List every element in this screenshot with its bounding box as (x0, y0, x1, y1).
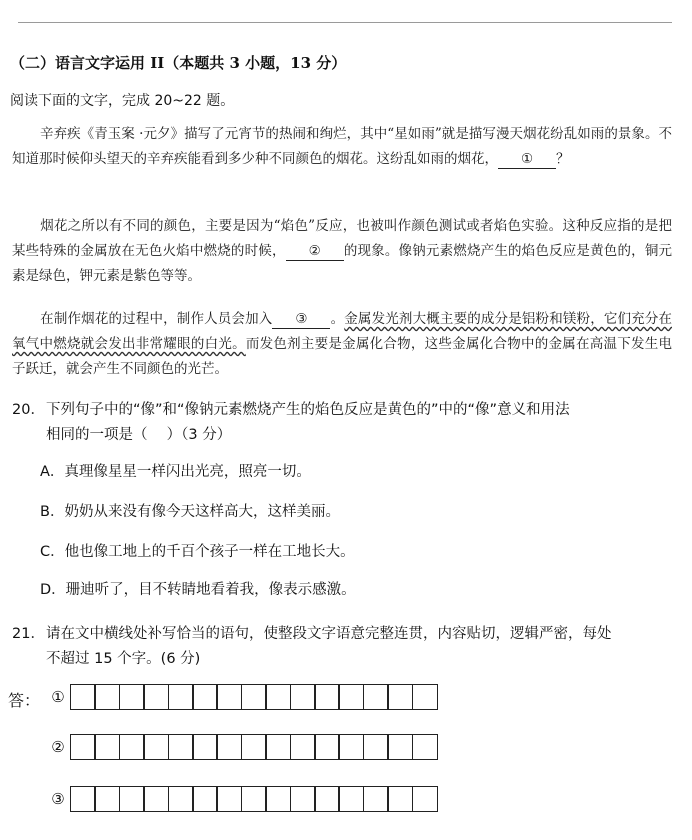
answer-box[interactable] (290, 684, 316, 710)
answer-box[interactable] (387, 786, 413, 812)
answer-box[interactable] (216, 786, 242, 812)
p3-wavy-sentence: 金属发光剂大概主要的成分是铝粉和镁粉，它们充分在氧气中燃烧就会发出非常耀眼的白光。 (12, 311, 673, 352)
answer-box[interactable] (143, 786, 169, 812)
answer-box[interactable] (94, 734, 120, 760)
answer-box[interactable] (363, 684, 389, 710)
answer-box[interactable] (241, 786, 267, 812)
answer-label: 答： (8, 691, 41, 710)
answer-box[interactable] (216, 684, 242, 710)
answer-box[interactable] (94, 786, 120, 812)
answer-box[interactable] (119, 734, 145, 760)
option-b[interactable]: B．奶奶从来没有像今天这样高大，这样美丽。 (40, 504, 340, 520)
question-20-number: 20． (12, 402, 45, 418)
answer-grid-1[interactable] (70, 684, 436, 710)
answer-box[interactable] (412, 734, 438, 760)
answer-box[interactable] (265, 734, 291, 760)
p1-end: ？ (556, 151, 570, 167)
answer-row-1 (48, 683, 436, 711)
passage-paragraph-2 (12, 214, 672, 289)
section-title: （二）语言文字运用 II（本题共 3 小题，13 分） (10, 54, 347, 72)
answer-row-2-number: ② (51, 738, 65, 756)
answer-grid-3[interactable] (70, 786, 436, 812)
option-a[interactable]: A．真理像星星一样闪出光亮，照亮一切。 (40, 464, 311, 480)
answer-box[interactable] (192, 684, 218, 710)
answer-box[interactable] (265, 786, 291, 812)
answer-box[interactable] (338, 786, 364, 812)
answer-box[interactable] (387, 684, 413, 710)
answer-box[interactable] (168, 786, 194, 812)
answer-box[interactable] (363, 786, 389, 812)
answer-box[interactable] (412, 684, 438, 710)
question-21-number: 21． (12, 626, 45, 642)
p3-end: 而发色剂主要是金属化合物，这些金属化合物中的金属在高温下发生电子跃迁，就会产生不同颜色的光芒。 (12, 336, 673, 377)
answer-box[interactable] (143, 734, 169, 760)
answer-box[interactable] (143, 684, 169, 710)
answer-box[interactable] (119, 684, 145, 710)
answer-box[interactable] (338, 684, 364, 710)
answer-box[interactable] (290, 734, 316, 760)
answer-box[interactable] (314, 734, 340, 760)
question-21-stem-cont: 不超过 15 个字。(6 分) (46, 651, 201, 667)
answer-grid-2[interactable] (70, 734, 436, 760)
answer-row-3 (48, 785, 436, 813)
answer-box[interactable] (94, 684, 120, 710)
answer-box[interactable] (412, 786, 438, 812)
answer-box[interactable] (70, 684, 96, 710)
answer-box[interactable] (241, 734, 267, 760)
question-20 (12, 398, 677, 448)
question-21 (12, 622, 677, 672)
option-c[interactable]: C．他也像工地上的千百个孩子一样在工地长大。 (40, 544, 355, 560)
answer-box[interactable] (265, 684, 291, 710)
question-20-stem: 下列句子中的“像”和“像钠元素燃烧产生的焰色反应是黄色的”中的“像”意义和用法 (46, 402, 570, 418)
answer-row-1-number: ① (51, 688, 65, 706)
answer-box[interactable] (168, 684, 194, 710)
answer-row-2 (48, 733, 436, 761)
answer-box[interactable] (192, 734, 218, 760)
answer-box[interactable] (387, 734, 413, 760)
answer-box[interactable] (314, 684, 340, 710)
p3-text: 在制作烟花的过程中，制作人员会加入 (40, 311, 273, 327)
answer-box[interactable] (192, 786, 218, 812)
p3-punct: 。 (330, 311, 345, 327)
p1-text: 辛弃疾《青玉案 ·元夕》描写了元宵节的热闹和绚烂，其中“星如雨”就是描写漫天烟花纷乱如雨的景象。不知道那时候仰头望天的辛弃疾能看到多少种不同颜色的烟花。这纷乱如雨的烟花， (12, 126, 672, 167)
answer-box[interactable] (314, 786, 340, 812)
p2-end: 的现象。像钠元素燃烧产生的焰色反应是黄色的，铜元素是绿色，钾元素是紫色等等。 (12, 243, 673, 284)
answer-box[interactable] (70, 786, 96, 812)
blank-3[interactable]: ③ (272, 310, 330, 329)
passage-paragraph-3 (12, 307, 672, 382)
answer-row-3-number: ③ (51, 790, 65, 808)
answer-box[interactable] (70, 734, 96, 760)
p2-text: 烟花之所以有不同的颜色，主要是因为“焰色”反应，也被叫作颜色测试或者焰色实验。这种反应指的是把某些特殊的金属放在无色火焰中燃烧的时候， (12, 218, 672, 259)
question-21-stem: 请在文中横线处补写恰当的语句，使整段文字语意完整连贯，内容贴切，逻辑严密，每处 (46, 626, 612, 642)
answer-box[interactable] (290, 786, 316, 812)
top-divider (18, 22, 672, 23)
answer-box[interactable] (363, 734, 389, 760)
answer-box[interactable] (241, 684, 267, 710)
answer-box[interactable] (168, 734, 194, 760)
blank-2[interactable]: ② (286, 242, 344, 261)
reading-instruction: 阅读下面的文字，完成 20~22 题。 (10, 93, 235, 109)
question-20-stem-cont: 相同的一项是（ ）（3 分） (46, 427, 232, 443)
answer-box[interactable] (338, 734, 364, 760)
passage-paragraph-1 (12, 122, 672, 172)
answer-box[interactable] (216, 734, 242, 760)
answer-box[interactable] (119, 786, 145, 812)
option-d[interactable]: D．珊迪听了，目不转睛地看着我，像表示感激。 (40, 582, 356, 598)
blank-1[interactable]: ① (498, 150, 556, 169)
